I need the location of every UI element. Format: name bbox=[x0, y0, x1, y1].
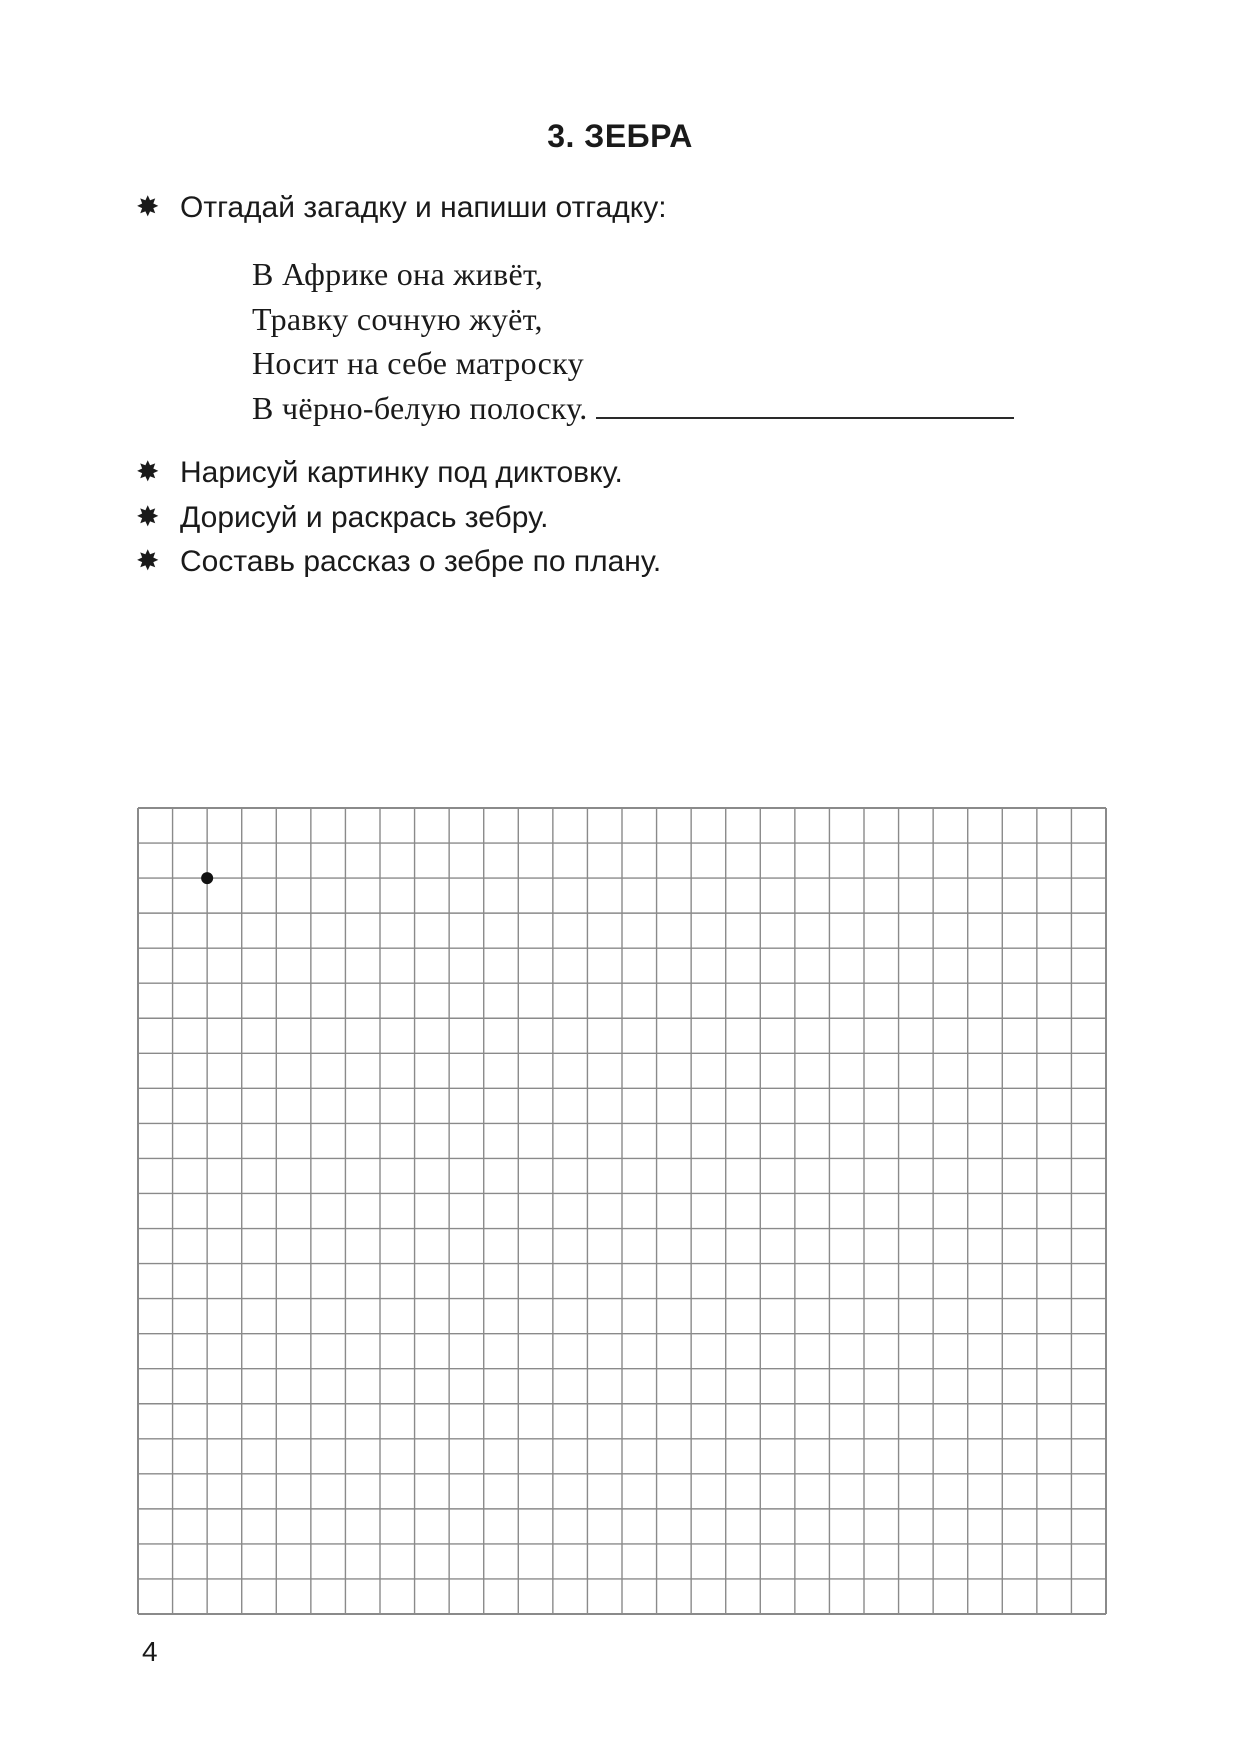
riddle-line: В Африке она живёт, bbox=[252, 256, 544, 292]
riddle-line: Носит на себе матроску bbox=[252, 345, 584, 381]
task-guess-riddle-label: Отгадай загадку и напиши отгадку: bbox=[180, 191, 667, 224]
riddle-line: Травку сочную жуёт, bbox=[252, 300, 543, 337]
task-finish-color bbox=[136, 500, 548, 535]
start-point-dot bbox=[201, 872, 213, 884]
star-bullet-icon: ✸ bbox=[136, 545, 160, 576]
page-number: 4 bbox=[142, 1636, 158, 1667]
task-draw-dictation bbox=[136, 455, 623, 490]
task-draw-dictation-label: Нарисуй картинку под диктовку. bbox=[180, 456, 623, 489]
star-bullet-icon: ✸ bbox=[136, 456, 160, 487]
page-title: 3. ЗЕБРА bbox=[547, 118, 693, 154]
task-finish-color-label: Дорисуй и раскрась зебру. bbox=[180, 501, 549, 534]
riddle-line: В чёрно-белую полоску. bbox=[252, 389, 588, 426]
grid-canvas[interactable] bbox=[136, 806, 1108, 1616]
riddle-poem bbox=[252, 252, 1014, 430]
task-guess-riddle bbox=[136, 190, 667, 225]
drawing-grid[interactable] bbox=[136, 806, 1108, 1616]
task-compose-story-label: Составь рассказ о зебре по плану. bbox=[180, 545, 662, 578]
answer-blank-line[interactable] bbox=[596, 395, 1014, 419]
task-compose-story bbox=[136, 544, 661, 579]
riddle-last-line bbox=[252, 386, 1014, 431]
star-bullet-icon: ✸ bbox=[136, 501, 160, 532]
star-bullet-icon: ✸ bbox=[136, 191, 160, 222]
